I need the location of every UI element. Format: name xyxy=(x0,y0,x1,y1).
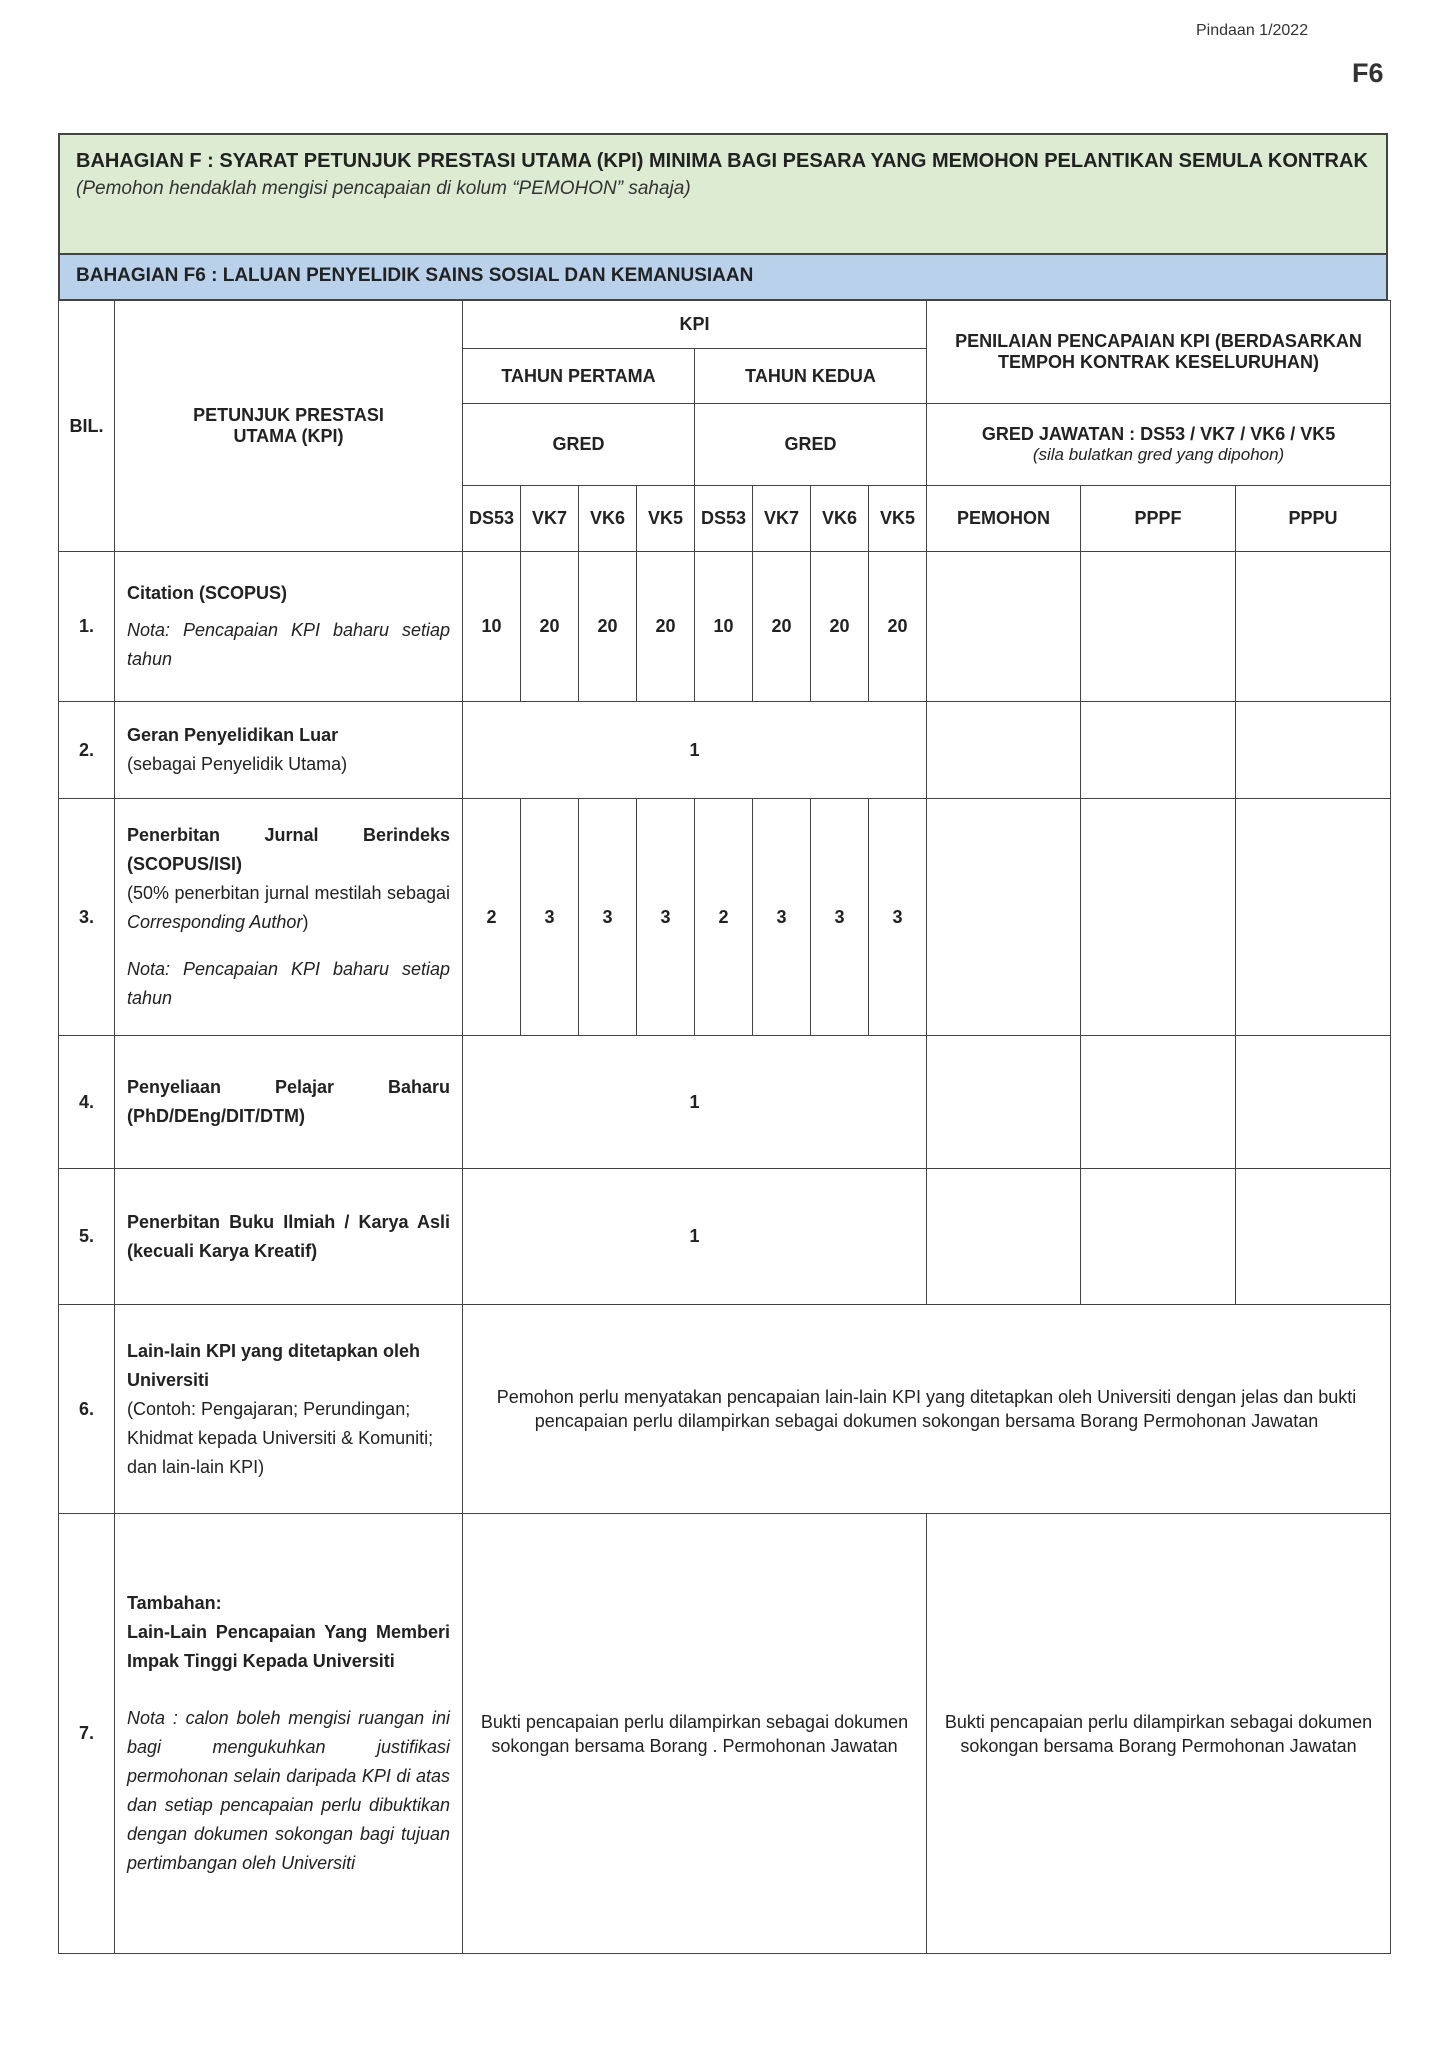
kpi-description xyxy=(115,702,463,799)
pemohon-input-cell[interactable] xyxy=(927,1036,1081,1169)
kpi-value: 10 xyxy=(463,552,521,702)
header-kpi-description: PETUNJUK PRESTASI UTAMA (KPI) xyxy=(115,301,463,552)
gred-jawatan-note: (sila bulatkan gred yang dipohon) xyxy=(1032,445,1285,464)
assessment-evidence-note: Bukti pencapaian perlu dilampirkan sebagai dokumen sokongan bersama Borang Permohonan Jawatan xyxy=(927,1514,1391,1954)
form-code: F6 xyxy=(1352,58,1384,88)
kpi-value: 20 xyxy=(521,552,579,702)
kpi-detail: (sebagai Penyelidik Utama) xyxy=(127,754,348,774)
grade-col: VK5 xyxy=(637,486,695,552)
grade-col: VK6 xyxy=(579,486,637,552)
kpi-value: 20 xyxy=(753,552,811,702)
grade-col: VK5 xyxy=(869,486,927,552)
kpi-title: Lain-Lain Pencapaian Yang Memberi Impak Tinggi Kepada Universiti xyxy=(127,1622,450,1671)
kpi-value: 20 xyxy=(811,552,869,702)
header-pppf: PPPF xyxy=(1081,486,1236,552)
kpi-detail-close: ) xyxy=(302,912,309,932)
kpi-detail-text: (50% penerbitan jurnal mestilah sebagai xyxy=(127,883,450,903)
pppf-input-cell[interactable] xyxy=(1081,1169,1236,1305)
section-f-title: BAHAGIAN F : SYARAT PETUNJUK PRESTASI UTAMA (KPI) MINIMA BAGI PESARA YANG MEMOHON PELANTIKAN SEMULA KONTRAK xyxy=(76,150,1368,172)
row-number: 7. xyxy=(59,1514,115,1954)
pemohon-input-cell[interactable] xyxy=(927,799,1081,1036)
kpi-value: 2 xyxy=(463,799,521,1036)
kpi-value: 3 xyxy=(521,799,579,1036)
grade-col: VK7 xyxy=(753,486,811,552)
pppu-input-cell[interactable] xyxy=(1236,799,1391,1036)
grade-col: VK7 xyxy=(521,486,579,552)
table-row xyxy=(59,552,1391,702)
kpi-value: 3 xyxy=(869,799,927,1036)
kpi-merged-value: 1 xyxy=(463,1036,927,1169)
kpi-merged-value: 1 xyxy=(463,1169,927,1305)
row-number: 3. xyxy=(59,799,115,1036)
kpi-value: 20 xyxy=(637,552,695,702)
kpi-value: 10 xyxy=(695,552,753,702)
kpi-value: 3 xyxy=(637,799,695,1036)
kpi-note: Nota : calon boleh mengisi ruangan ini bagi mengukuhkan justifikasi permohonan selain daripada KPI di atas dan setiap pencapaian perlu dibuktikan dengan dokumen sokongan bagi tujuan pertimbangan oleh Universiti xyxy=(127,1708,450,1873)
header-bil: BIL. xyxy=(59,301,115,552)
pppu-input-cell[interactable] xyxy=(1236,702,1391,799)
pppu-input-cell[interactable] xyxy=(1236,1036,1391,1169)
header-gred-year-2: GRED xyxy=(695,404,927,486)
header-pemohon: PEMOHON xyxy=(927,486,1081,552)
kpi-value: 3 xyxy=(579,799,637,1036)
kpi-description xyxy=(115,552,463,702)
kpi-description xyxy=(115,799,463,1036)
header-gred-year-1: GRED xyxy=(463,404,695,486)
pemohon-input-cell[interactable] xyxy=(927,702,1081,799)
pppu-input-cell[interactable] xyxy=(1236,1169,1391,1305)
kpi-merged-value: 1 xyxy=(463,702,927,799)
gred-jawatan-label: GRED JAWATAN : DS53 / VK7 / VK6 / VK5 xyxy=(981,424,1336,444)
grade-col: VK6 xyxy=(811,486,869,552)
row-number: 4. xyxy=(59,1036,115,1169)
pemohon-input-cell[interactable] xyxy=(927,1169,1081,1305)
pppf-input-cell[interactable] xyxy=(1081,1036,1236,1169)
kpi-value: 2 xyxy=(695,799,753,1036)
kpi-detail-italic: Corresponding Author xyxy=(127,912,303,932)
kpi-title: Geran Penyelidikan Luar xyxy=(127,725,339,745)
revision-label: Pindaan 1/2022 xyxy=(1196,22,1309,39)
pppf-input-cell[interactable] xyxy=(1081,552,1236,702)
kpi-description xyxy=(115,1305,463,1514)
row-number: 5. xyxy=(59,1169,115,1305)
pemohon-input-cell[interactable] xyxy=(927,552,1081,702)
table-row xyxy=(59,799,1391,1036)
kpi-value: 3 xyxy=(753,799,811,1036)
table-row xyxy=(59,1169,1391,1305)
section-f6-header: BAHAGIAN F6 : LALUAN PENYELIDIK SAINS SOSIAL DAN KEMANUSIAAN xyxy=(58,253,1388,301)
header-year-1: TAHUN PERTAMA xyxy=(463,349,695,404)
section-f-header xyxy=(58,133,1388,253)
section-f-instruction: (Pemohon hendaklah mengisi pencapaian di kolum “PEMOHON” sahaja) xyxy=(76,178,691,199)
grade-col: DS53 xyxy=(695,486,753,552)
kpi-title: Lain-lain KPI yang ditetapkan oleh Universiti xyxy=(127,1340,421,1390)
kpi-title-prefix: Tambahan: xyxy=(127,1593,222,1613)
pppu-input-cell[interactable] xyxy=(1236,552,1391,702)
kpi-detail: (Contoh: Pengajaran; Perundingan; Khidmat kepada Universiti & Komuniti; dan lain-lain KPI) xyxy=(127,1398,434,1477)
kpi-value: 20 xyxy=(869,552,927,702)
kpi-note: Nota: Pencapaian KPI baharu setiap tahun xyxy=(127,959,450,1008)
kpi-value: 3 xyxy=(811,799,869,1036)
row-number: 1. xyxy=(59,552,115,702)
header-gred-jawatan xyxy=(927,404,1391,486)
grade-col: DS53 xyxy=(463,486,521,552)
header-pppu: PPPU xyxy=(1236,486,1391,552)
header-kpi: KPI xyxy=(463,301,927,349)
table-row xyxy=(59,1305,1391,1514)
table-row xyxy=(59,702,1391,799)
kpi-title: Penerbitan Buku Ilmiah / Karya Asli (kecuali Karya Kreatif) xyxy=(115,1169,463,1305)
pppf-input-cell[interactable] xyxy=(1081,702,1236,799)
pppf-input-cell[interactable] xyxy=(1081,799,1236,1036)
row-number: 6. xyxy=(59,1305,115,1514)
kpi-table xyxy=(58,300,1391,1954)
header-assessment: PENILAIAN PENCAPAIAN KPI (BERDASARKAN TEMPOH KONTRAK KESELURUHAN) xyxy=(927,301,1391,404)
kpi-evidence-note: Bukti pencapaian perlu dilampirkan sebagai dokumen sokongan bersama Borang . Permohonan Jawatan xyxy=(463,1514,927,1954)
kpi-title: Citation (SCOPUS) xyxy=(127,583,287,603)
kpi-description xyxy=(115,1514,463,1954)
kpi-value: 20 xyxy=(579,552,637,702)
kpi-merged-instruction: Pemohon perlu menyatakan pencapaian lain-lain KPI yang ditetapkan oleh Universiti dengan jelas dan bukti pencapaian perlu dilampirkan sebagai dokumen sokongan bersama Borang Permohonan Jawatan xyxy=(463,1305,1391,1514)
table-row xyxy=(59,1036,1391,1169)
row-number: 2. xyxy=(59,702,115,799)
table-row xyxy=(59,1514,1391,1954)
kpi-detail xyxy=(127,879,450,937)
kpi-note: Nota: Pencapaian KPI baharu setiap tahun xyxy=(127,620,450,669)
kpi-title: Penyeliaan Pelajar Baharu (PhD/DEng/DIT/DTM) xyxy=(115,1036,463,1169)
kpi-title: Penerbitan Jurnal Berindeks (SCOPUS/ISI) xyxy=(127,825,450,874)
header-year-2: TAHUN KEDUA xyxy=(695,349,927,404)
